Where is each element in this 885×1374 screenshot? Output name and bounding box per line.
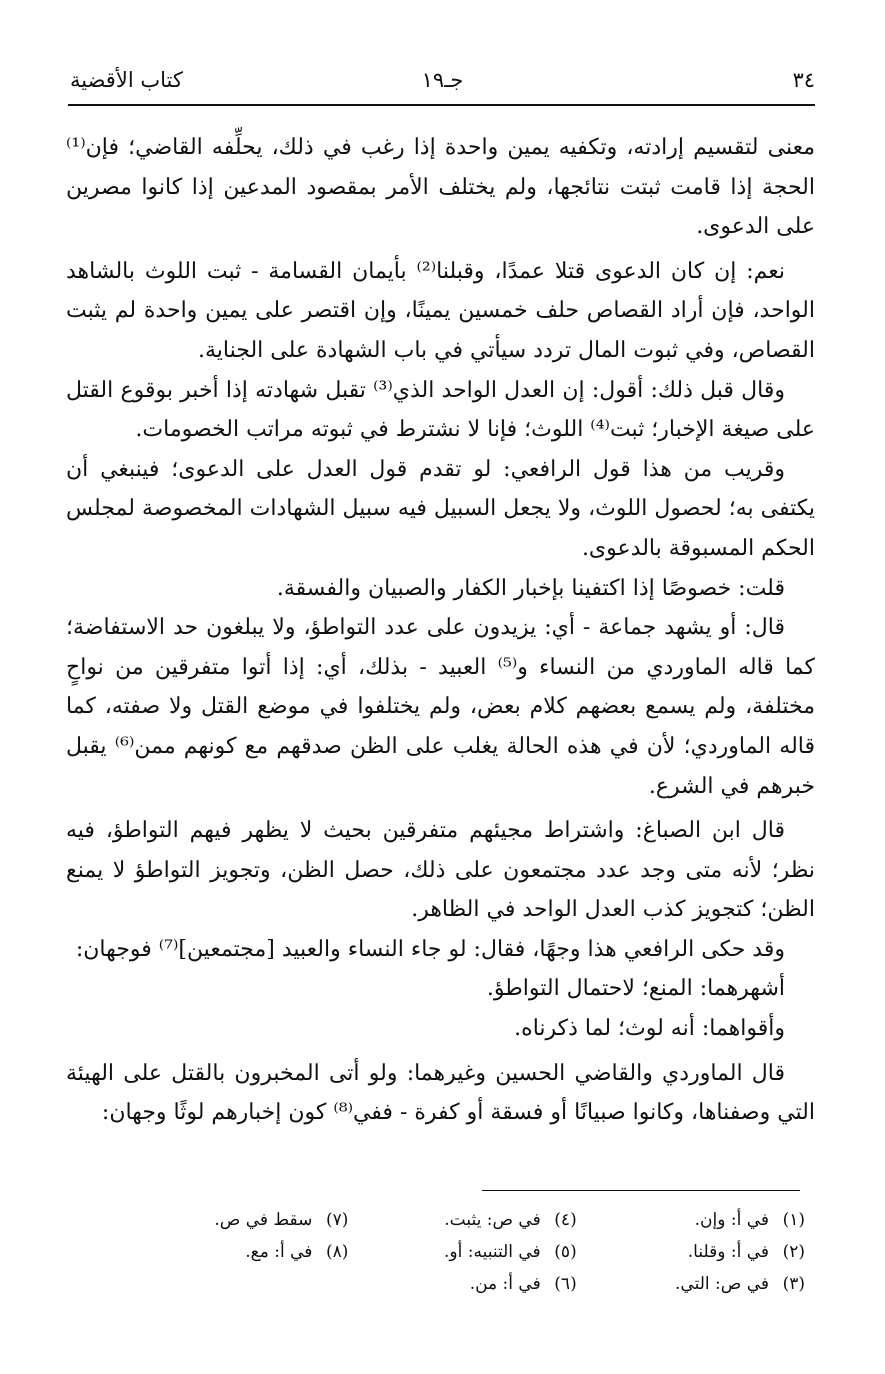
footnote-column (120, 1204, 348, 1300)
footnote-divider (482, 1190, 800, 1191)
footnote-number: (٢) (782, 1242, 805, 1262)
paragraph: أشهرهما: المنع؛ لاحتمال التواطؤ. (486, 976, 785, 1002)
footnote-number: (٣) (782, 1274, 805, 1294)
paragraph: قال الماوردي والقاضي الحسين وغيرهما: ولو أتى المخبرون بالقتل على الهيئة التي وصفناها، وكانوا صبيانًا أو فسقة أو كفرة - ففي⁽⁸⁾ كون إخبارهم لوثًا وجهان: (66, 1060, 815, 1126)
footnote-text: في أ: وإن. (694, 1210, 769, 1230)
paragraph: وقد حكى الرافعي هذا وجهًا، فقال: لو جاء النساء والعبيد [مجتمعين]⁽⁷⁾ فوجهان: (75, 936, 785, 962)
paragraph: وأقواهما: أنه لوث؛ لما ذكرناه. (514, 1016, 785, 1042)
footnote (348, 1268, 576, 1300)
page-number: ٣٤ (792, 68, 815, 92)
paragraph: قال ابن الصباغ: واشتراط مجيئهم متفرقين بحيث لا يظهر فيهم التواطؤ، فيه نظر؛ لأنه متى وجد عدد مجتمعون على ذلك، حصل الظن، وتجويز التواطؤ لا يمنع الظن؛ كتجويز كذب العدل الواحد في الظاهر. (66, 818, 815, 923)
footnote (120, 1204, 348, 1236)
paragraph: وقريب من هذا قول الرافعي: لو تقدم قول العدل على الدعوى؛ فينبغي أن يكتفى به؛ لحصول اللوث، ولا يجعل السبيل فيه سبيل الشهادات المخصوصة لمجلس الحكم المسبوقة بالدعوى. (66, 456, 815, 561)
footnote-text: في أ: وقلنا. (687, 1242, 769, 1262)
footnote (577, 1236, 805, 1268)
footnote-number: (٤) (554, 1210, 577, 1230)
paragraph: نعم: إن كان الدعوى قتلا عمدًا، وقبلنا⁽²⁾ بأيمان القسامة - ثبت اللوث بالشاهد الواحد، فإن أراد القصاص حلف خمسين يمينًا، وإن اقتصر على يمين واحدة لم يثبت القصاص، وفي ثبوت المال تردد سيأتي في باب الشهادة على الجناية. (66, 258, 815, 363)
footnote (348, 1204, 576, 1236)
footnote-column (348, 1204, 576, 1300)
header-divider (68, 104, 815, 106)
book-title: كتاب الأقضية (70, 68, 183, 92)
paragraph: قال: أو يشهد جماعة - أي: يزيدون على عدد التواطؤ، ولا يبلغون حد الاستفاضة؛ كما قاله الماوردي من النساء و⁽⁵⁾ العبيد - بذلك، أي: إذا أتوا متفرقين من نواحٍ مختلفة، ولم يسمع بعضهم كلام بعض، ولم يختلفوا في موضع القتل ولا صفته، كما قاله الماوردي؛ لأن في هذه الحالة يغلب على الظن صدقهم مع كونهم ممن⁽⁶⁾ يقبل خبرهم في الشرع. (66, 615, 815, 799)
footnote-number: (٥) (554, 1242, 577, 1262)
volume-label: جـ١٩ (421, 68, 464, 92)
paragraph: وقال قبل ذلك: أقول: إن العدل الواحد الذي⁽³⁾ تقبل شهادته إذا أخبر بوقوع القتل على صيغة الإخبار؛ ثبت⁽⁴⁾ اللوث؛ فإنا لا نشترط في ثبوته مراتب الخصومات. (66, 377, 815, 443)
footnote (577, 1204, 805, 1236)
footnote (348, 1236, 576, 1268)
footnote-text: في أ: مع. (245, 1242, 313, 1262)
footnote (577, 1268, 805, 1300)
footnote-text: في أ: من. (469, 1274, 541, 1294)
footnote-number: (٧) (325, 1210, 349, 1230)
footnote-column (577, 1204, 805, 1300)
footnote (120, 1236, 348, 1268)
footnote-number: (٦) (554, 1274, 577, 1294)
main-text (66, 128, 815, 1133)
footnote-text: في ص: التي. (675, 1274, 769, 1294)
footnote-number: (٨) (325, 1242, 349, 1262)
footnote-text: سقط في ص. (214, 1210, 313, 1230)
footnotes (120, 1204, 805, 1300)
running-header (70, 62, 815, 102)
footnote-text: في التنبيه: أو. (443, 1242, 541, 1262)
footnote-text: في ص: يثبت. (444, 1210, 541, 1230)
footnote-number: (١) (782, 1210, 805, 1230)
paragraph: قلت: خصوصًا إذا اكتفينا بإخبار الكفار والصبيان والفسقة. (276, 575, 785, 601)
paragraph: معنى لتقسيم إرادته، وتكفيه يمين واحدة إذا رغب في ذلك، يحلِّفه القاضي؛ فإن⁽¹⁾ الحجة إذا قامت ثبتت نتائجها، ولم يختلف الأمر بمقصود المدعين إذا كانوا مصرين على الدعوى. (66, 135, 815, 240)
